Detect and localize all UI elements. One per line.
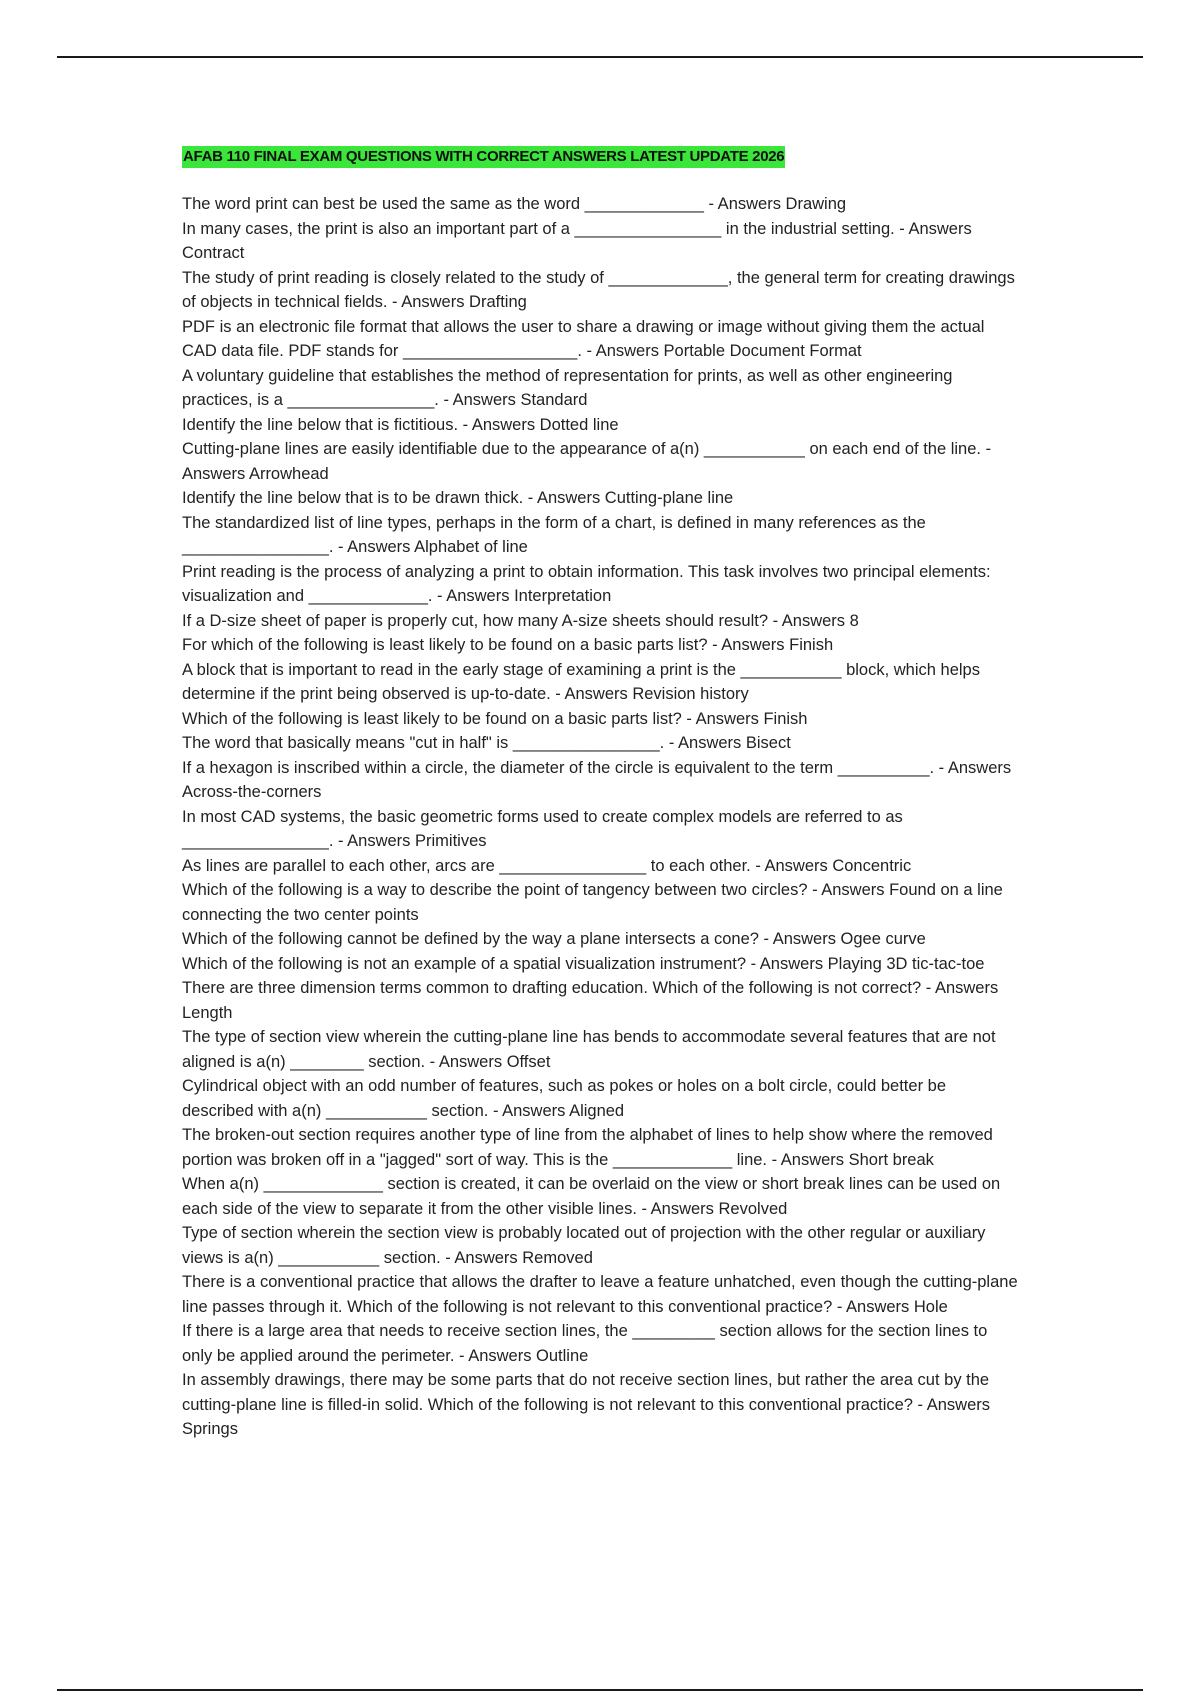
question-answer-item: If a D-size sheet of paper is properly cut, how many A-size sheets should result? - Answers 8: [182, 611, 859, 630]
question-answer-item: Print reading is the process of analyzing a print to obtain information. This task involves two principal elements: visualization and _____________. - Answers Interpretation: [182, 562, 991, 605]
question-answer-item: Type of section wherein the section view is probably located out of projection with the other regular or auxiliary views is a(n) ___________ section. - Answers Removed: [182, 1224, 986, 1267]
question-answer-item: The word that basically means "cut in half" is ________________. - Answers Bisect: [182, 734, 791, 752]
question-answer-item: Which of the following is not an example of a spatial visualization instrument? - Answers Playing 3D tic-tac-toe: [182, 954, 985, 973]
question-answer-item: The broken-out section requires another type of line from the alphabet of lines to help show where the removed portion was broken off in a "jagged" sort of way. This is the _____________ line. - Answers Short break: [182, 1126, 993, 1169]
footer-rule: [57, 1689, 1143, 1691]
question-answer-item: In assembly drawings, there may be some parts that do not receive section lines, but rather the area cut by the cutting-plane line is filled-in solid. Which of the following is not relevant to this conventional practice? - Answers Springs: [182, 1371, 990, 1438]
question-answer-item: PDF is an electronic file format that allows the user to share a drawing or image without giving them the actual CAD data file. PDF stands for ___________________. - Answers Portable Document Format: [182, 317, 985, 360]
document-body: [182, 146, 1022, 1442]
question-answer-item: In many cases, the print is also an important part of a ________________ in the industrial setting. - Answers Contract: [182, 219, 972, 262]
question-answer-item: Which of the following cannot be defined by the way a plane intersects a cone? - Answers Ogee curve: [182, 930, 926, 948]
question-answer-item: A block that is important to read in the early stage of examining a print is the ___________ block, which helps determine if the print being observed is up-to-date. - Answers Revision history: [182, 660, 980, 703]
question-answer-item: Which of the following is a way to describe the point of tangency between two circles? - Answers Found on a line connecting the two center points: [182, 881, 1003, 924]
question-answer-item: There is a conventional practice that allows the drafter to leave a feature unhatched, even though the cutting-plane line passes through it. Which of the following is not relevant to this conventional practice? - Answers Hole: [182, 1273, 1018, 1316]
question-answer-item: The study of print reading is closely related to the study of _____________, the general term for creating drawings of objects in technical fields. - Answers Drafting: [182, 268, 1015, 311]
question-answer-item: Cylindrical object with an odd number of features, such as pokes or holes on a bolt circle, could better be described with a(n) ___________ section. - Answers Aligned: [182, 1077, 947, 1120]
question-answer-item: The standardized list of line types, perhaps in the form of a chart, is defined in many references as the ________________. - Answers Alphabet of line: [182, 513, 926, 556]
question-answer-item: Identify the line below that is to be drawn thick. - Answers Cutting-plane line: [182, 489, 734, 507]
question-answer-item: For which of the following is least likely to be found on a basic parts list? - Answers Finish: [182, 636, 834, 654]
question-answer-item: A voluntary guideline that establishes the method of representation for prints, as well as other engineering practices, is a ________________. - Answers Standard: [182, 366, 953, 409]
document-title: AFAB 110 FINAL EXAM QUESTIONS WITH CORRECT ANSWERS LATEST UPDATE 2026: [182, 146, 785, 168]
question-answer-item: Which of the following is least likely to be found on a basic parts list? - Answers Finish: [182, 709, 808, 728]
header-rule: [57, 56, 1143, 58]
question-answer-item: If a hexagon is inscribed within a circle, the diameter of the circle is equivalent to the term __________. - Answers Across-the-corners: [182, 758, 1012, 801]
question-answer-item: The type of section view wherein the cutting-plane line has bends to accommodate several features that are not aligned is a(n) ________ section. - Answers Offset: [182, 1028, 996, 1071]
question-answer-list: [182, 192, 1022, 1442]
question-answer-item: As lines are parallel to each other, arcs are ________________ to each other. - Answers Concentric: [182, 856, 912, 875]
question-answer-item: Identify the line below that is fictitious. - Answers Dotted line: [182, 415, 619, 434]
question-answer-item: Cutting-plane lines are easily identifiable due to the appearance of a(n) ___________ on each end of the line. - Answers Arrowhead: [182, 440, 992, 483]
question-answer-item: When a(n) _____________ section is created, it can be overlaid on the view or short break lines can be used on each side of the view to separate it from the other visible lines. - Answers Revolved: [182, 1175, 1001, 1218]
question-answer-item: In most CAD systems, the basic geometric forms used to create complex models are referred to as ________________. - Answers Primitives: [182, 807, 903, 850]
question-answer-item: If there is a large area that needs to receive section lines, the _________ section allows for the section lines to only be applied around the perimeter. - Answers Outline: [182, 1322, 988, 1365]
question-answer-item: The word print can best be used the same as the word _____________ - Answers Drawing: [182, 195, 847, 213]
question-answer-item: There are three dimension terms common to drafting education. Which of the following is not correct? - Answers Length: [182, 979, 999, 1022]
